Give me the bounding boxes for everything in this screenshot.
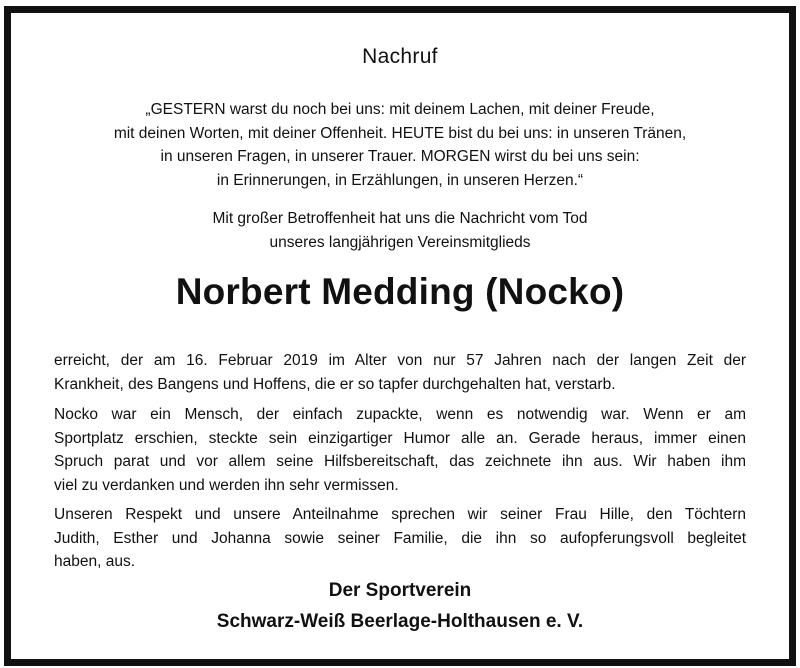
paragraph-line: Sportplatz erschien, steckte sein einzigartiger Humor alle an. Gerade heraus, immer einen bbox=[54, 429, 746, 447]
intro-line: Mit großer Betroffenheit hat uns die Nachricht vom Tod bbox=[212, 210, 588, 227]
paragraph-line: Spruch parat und vor allem seine Hilfsbereitschaft, das zeichnete ihn aus. Wir haben ihm bbox=[54, 453, 746, 470]
paragraph-line: Nocko war ein Mensch, der einfach zupackte, wenn es notwendig war. Wenn er am bbox=[54, 406, 746, 423]
paragraph-announcement bbox=[54, 349, 746, 396]
paragraph-line: Krankheit, des Bangens und Hoffens, die er so tapfer durchgehalten hat, verstarb. bbox=[54, 375, 616, 393]
quote-line: in unseren Fragen, in unserer Trauer. MORGEN wirst du bei uns sein: bbox=[160, 148, 640, 165]
quote-line: in Erinnerungen, in Erzählungen, in unseren Herzen.“ bbox=[216, 171, 584, 189]
memorial-quote bbox=[41, 98, 759, 192]
obituary-frame bbox=[4, 6, 796, 666]
paragraph-line: viel zu verdanken und werden ihn sehr vermissen. bbox=[54, 476, 399, 494]
paragraph-tribute bbox=[54, 403, 746, 497]
intro-line: unseres langjährigen Vereinsmitglieds bbox=[269, 233, 531, 251]
obituary-heading: Nachruf bbox=[362, 45, 438, 68]
intro-text bbox=[41, 207, 759, 254]
paragraph-line: haben, aus. bbox=[54, 553, 136, 570]
signature-club-label: Der Sportverein bbox=[328, 580, 472, 601]
paragraph-condolences bbox=[54, 503, 746, 574]
paragraph-line: erreicht, der am 16. Februar 2019 im Alter von nur 57 Jahren nach der langen Zeit der bbox=[54, 352, 746, 369]
signature-club-name: Schwarz-Weiß Beerlage-Holthausen e. V. bbox=[216, 611, 584, 632]
deceased-name: Norbert Medding (Nocko) bbox=[175, 271, 625, 312]
paragraph-line: Unseren Respekt und unsere Anteilnahme sprechen wir seiner Frau Hille, den Töchtern bbox=[54, 506, 746, 523]
paragraph-line: Judith, Esther und Johanna sowie seiner Familie, die ihn so aufopferungsvoll begleitet bbox=[54, 529, 746, 547]
quote-line: mit deinen Worten, mit deiner Offenheit. HEUTE bist du bei uns: in unseren Tränen, bbox=[113, 124, 687, 142]
quote-line: „GESTERN warst du noch bei uns: mit deinem Lachen, mit deiner Freude, bbox=[145, 101, 655, 118]
